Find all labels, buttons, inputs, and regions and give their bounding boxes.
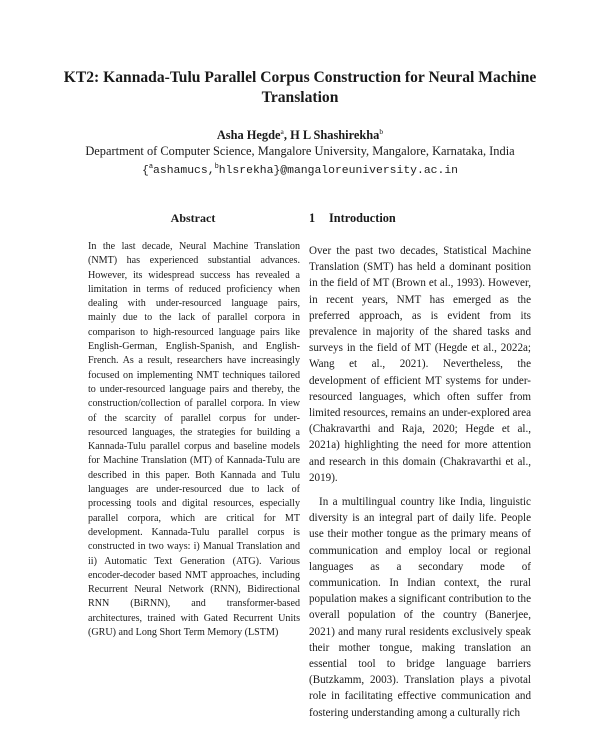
intro-paragraph-2: In a multilingual country like India, linguistic diversity is an integral part of daily life. People use their mother tongue as the primary means of communication and employ local or regional languages as a secondary mode of communication. In Indian context, the rural population makes a significant contribution to the overall population of the country (Banerjee, 2021) and many rural residents exclusively speak their mother tongue, making translation an essential tool to bridge language barriers (Butzkamm, 2003). Translation plays a pivotal role in facilitating effective communication and fostering understanding among a culturally rich — [309, 496, 531, 719]
author-1: Asha Hegde — [216, 128, 281, 143]
affiliation: Department of Computer Science, Mangalore University, Mangalore, Karnataka, India — [85, 144, 515, 159]
intro-paragraph-1: Over the past two decades, Statistical Machine Translation (SMT) has held a dominant position in the field of MT (Brown et al., 1993). However, in recent years, NMT has emerged as the preferred approach, as is evident from its prevalence in majority of the shared tasks and surveys in the field of MT (Hegde et al., 2022a; Wang et al., 2021). Nevertheless, the development of efficient MT systems for under-resourced languages, which often suffer from limited resources, remains an under-explored area (Chakravarthi and Raja, 2020; Hegde et al., 2021a) highlighting the need for more attention and research in this domain (Chakravarthi et al., 2019). — [309, 245, 531, 484]
section-title: Introduction — [329, 211, 396, 225]
introduction-heading — [309, 211, 396, 226]
author-names — [0, 124, 600, 143]
abstract-heading: Abstract — [170, 211, 216, 225]
title-line-2: Translation — [261, 89, 339, 106]
email-open-brace: { — [141, 164, 149, 177]
author-emails — [0, 159, 600, 179]
author-block — [0, 124, 600, 179]
author-2-mark: b — [379, 127, 384, 136]
author-1-mark: a — [280, 127, 284, 136]
author-separator: , — [283, 128, 291, 143]
email-user-1: ashamucs, — [153, 164, 215, 177]
author-2: H L Shashirekha — [290, 128, 380, 143]
title-line-1: KT2: Kannada-Tulu Parallel Corpus Construction for Neural Machine — [63, 69, 537, 86]
email-mark-b: b — [214, 163, 219, 172]
introduction-body — [309, 243, 531, 729]
email-domain: hlsrekha}@mangaloreuniversity.ac.in — [218, 164, 459, 177]
email-mark-a: a — [148, 163, 154, 172]
abstract-text: In the last decade, Neural Machine Translation (NMT) has experienced substantial advances. However, its widespread success has revealed a limitation in terms of reduced proficiency when dealing with under-resourced language pairs, mainly due to the lack of parallel corpora in comparison to high-resourced language pairs like English-German, English-Spanish, and English-French. As a result, researchers have increasingly focused on implementing NMT techniques tailored to under-resourced language pairs and thereby, the construction/collection of parallel corpora. In view of the scarcity of parallel corpus for under-resourced languages, the strategies for building a Kannada-Tulu parallel corpus and baseline models for Machine Translation (MT) of Kannada-Tulu are described in this paper. Both Kannada and Tulu languages are under-resourced due to lack of processing tools and digital resources, especially parallel corpora, which are critical for MT development. Kannada-Tulu parallel corpus is constructed in two ways: i) Manual Translation and ii) Automatic Text Generation (ATG). Various encoder-decoder based NMT approaches, including Recurrent Neural Network (RNN), Bidirectional RNN (BiRNN), and transformer-based architectures, trained with Gated Recurrent Units (GRU) and Long Short Term Memory (LSTM) — [88, 241, 300, 639]
section-number: 1 — [309, 211, 316, 225]
paper-title — [40, 68, 560, 108]
